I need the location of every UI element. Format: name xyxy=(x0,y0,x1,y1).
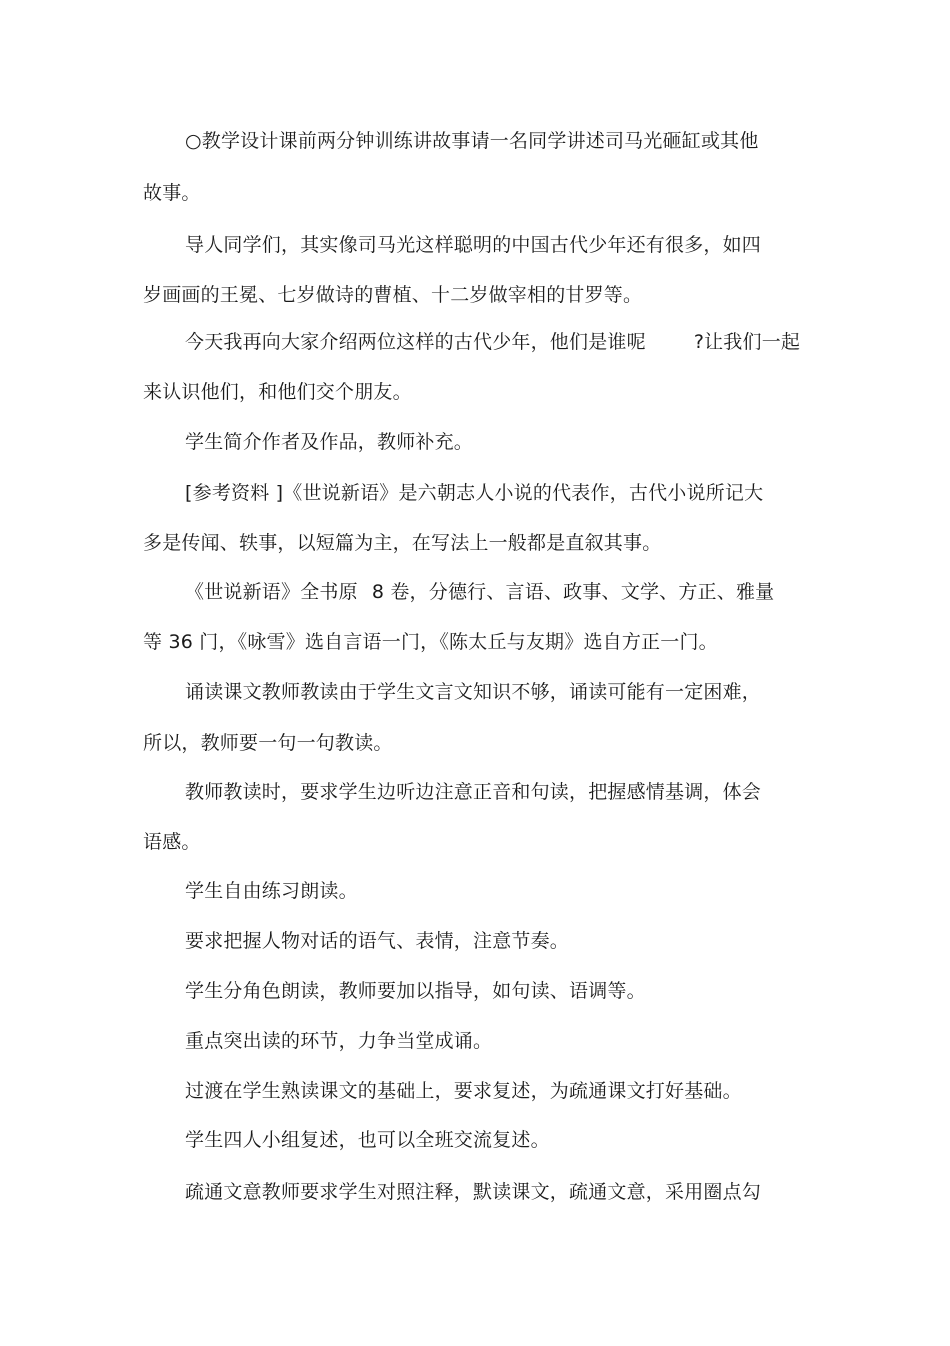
paragraph-line: 教师教读时，要求学生边听边注意正音和句读，把握感情基调，体会 xyxy=(185,781,762,803)
paragraph-line: 重点突出读的环节，力争当堂成诵。 xyxy=(185,1030,493,1052)
paragraph-line: 学生四人小组复述，也可以全班交流复述。 xyxy=(185,1129,550,1151)
paragraph-line: 要求把握人物对话的语气、表情，注意节奏。 xyxy=(185,930,570,952)
paragraph-line xyxy=(185,330,800,354)
paragraph-line: 过渡在学生熟读课文的基础上，要求复述，为疏通课文打好基础。 xyxy=(185,1080,742,1102)
paragraph-line: 语感。 xyxy=(143,831,201,853)
paragraph-line: 岁画画的王冕、七岁做诗的曹植、十二岁做宰相的甘罗等。 xyxy=(143,284,643,306)
text-segment: 8 卷，分德行、言语、政事、文学、方正、雅量 xyxy=(371,581,775,603)
paragraph-line xyxy=(185,580,774,604)
paragraph-line: ○教学设计课前两分钟训练讲故事请一名同学讲述司马光砸缸或其他 xyxy=(185,130,759,152)
paragraph-line: 导人同学们，其实像司马光这样聪明的中国古代少年还有很多，如四 xyxy=(185,234,762,256)
paragraph-line: 学生自由练习朗读。 xyxy=(185,880,358,902)
paragraph-line: 等 36 门，《咏雪》选自言语一门，《陈太丘与友期》选自方正一门。 xyxy=(143,631,718,653)
paragraph-line: 学生分角色朗读，教师要加以指导，如句读、语调等。 xyxy=(185,980,646,1002)
paragraph-line: 疏通文意教师要求学生对照注释，默读课文，疏通文意，采用圈点勾 xyxy=(185,1181,762,1203)
text-segment: 《世说新语》全书原 xyxy=(185,581,358,603)
paragraph-line: [参考资料 ]《世说新语》是六朝志人小说的代表作，古代小说所记大 xyxy=(185,482,764,504)
paragraph-line: 所以，教师要一句一句教读。 xyxy=(143,732,393,754)
paragraph-line: 学生简介作者及作品，教师补充。 xyxy=(185,431,474,453)
paragraph-line: 故事。 xyxy=(143,182,201,204)
text-segment: ?让我们一起 xyxy=(693,331,801,353)
text-segment: 今天我再向大家介绍两位这样的古代少年，他们是谁呢 xyxy=(185,331,646,353)
paragraph-line: 多是传闻、轶事，以短篇为主，在写法上一般都是直叙其事。 xyxy=(143,532,662,554)
paragraph-line: 来认识他们，和他们交个朋友。 xyxy=(143,381,412,403)
paragraph-line: 诵读课文教师教读由于学生文言文知识不够，诵读可能有一定困难， xyxy=(185,681,762,703)
